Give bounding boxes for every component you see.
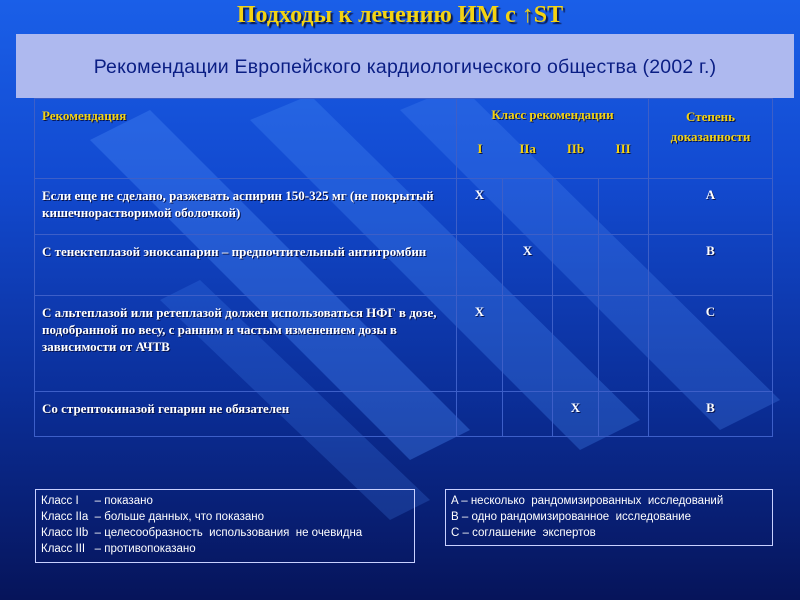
- row-mark-class-iib: X: [570, 400, 581, 415]
- subtitle-banner: [16, 34, 794, 98]
- header-evidence: Степень доказанности: [670, 109, 751, 144]
- row-mark-class-i: X: [474, 304, 485, 319]
- table-row: [35, 235, 773, 296]
- evidence-legend-item: B – одно рандомизированное исследование: [451, 511, 692, 523]
- row-evidence-level: B: [706, 400, 715, 415]
- header-recommendation-cell: [35, 99, 457, 179]
- row-mark-class-iia: [503, 296, 552, 304]
- class-legend-item: Класс III – противопоказано: [41, 543, 196, 555]
- class-legend-item: Класс IIb – целесообразность использования не очевидна: [41, 527, 363, 539]
- class-legend-item: Класс IIa – больше данных, что показано: [41, 511, 265, 523]
- row-mark-class-i: X: [474, 187, 485, 202]
- slide-title: Подходы к лечению ИМ с ↑ST: [236, 2, 564, 28]
- row-mark-class-iii: [599, 235, 648, 243]
- header-class-list: [457, 123, 648, 157]
- recommendations-table: [34, 98, 773, 437]
- row-mark-class-iib: [553, 235, 598, 243]
- row-evidence-level: B: [706, 243, 715, 258]
- header-class-iii: III: [615, 141, 631, 156]
- row-mark-class-i: [457, 235, 502, 243]
- header-evidence-cell: [649, 99, 773, 179]
- evidence-legend-item: A – несколько рандомизированных исследований: [451, 495, 724, 507]
- header-class-group: Класс рекомендации: [491, 107, 614, 122]
- row-mark-class-iia: X: [522, 243, 533, 258]
- header-class-cell: [457, 99, 649, 179]
- table-row: [35, 179, 773, 235]
- row-mark-class-iii: [599, 179, 648, 187]
- header-class-iia: IIa: [519, 141, 536, 156]
- row-recommendation-text: Со стрептокиназой гепарин не обязателен: [42, 401, 290, 416]
- header-class-iib: IIb: [566, 141, 585, 156]
- header-class-i: I: [477, 141, 483, 156]
- row-mark-class-iii: [599, 296, 648, 304]
- row-recommendation-text: Если еще не сделано, разжевать аспирин 150-325 мг (не покрытый кишечнорастворимой оболочкой): [42, 188, 434, 220]
- evidence-legend-box: [445, 489, 773, 546]
- row-mark-class-iia: [503, 179, 552, 187]
- header-recommendation: Рекомендация: [42, 108, 127, 123]
- row-mark-class-iib: [553, 296, 598, 304]
- row-mark-class-iia: [503, 392, 552, 400]
- class-legend-box: [35, 489, 415, 563]
- row-mark-class-iii: [599, 392, 648, 400]
- row-mark-class-iib: [553, 179, 598, 187]
- table-row: [35, 392, 773, 437]
- slide-subtitle: Рекомендации Европейского кардиологического общества (2002 г.): [93, 56, 717, 78]
- row-recommendation-text: С тенектеплазой эноксапарин – предпочтительный антитромбин: [42, 244, 427, 259]
- row-evidence-level: A: [705, 187, 716, 202]
- row-evidence-level: C: [705, 304, 716, 319]
- row-recommendation-text: С альтеплазой или ретеплазой должен использоваться НФГ в дозе, подобранной по весу, с ранним и частым изменением дозы в зависимости от АЧТВ: [42, 305, 437, 354]
- evidence-legend-item: C – соглашение экспертов: [451, 527, 596, 539]
- class-legend-item: Класс I – показано: [41, 495, 153, 507]
- table-header-row: [35, 99, 773, 179]
- row-mark-class-i: [457, 392, 502, 400]
- table-row: [35, 296, 773, 392]
